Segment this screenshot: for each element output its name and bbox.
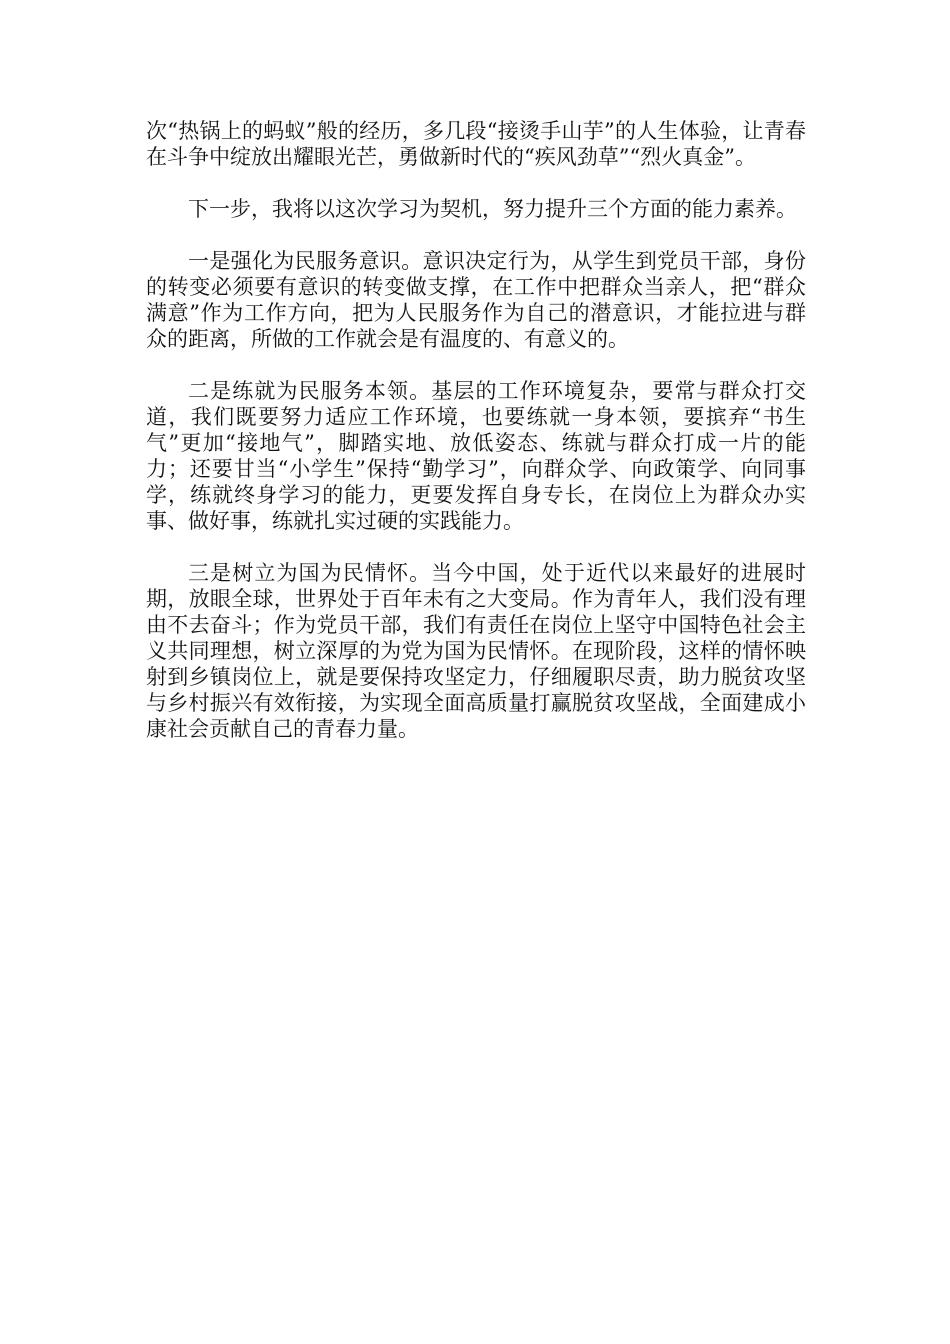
paragraph-next-step: 下一步，我将以这次学习为契机，努力提升三个方面的能力素养。 bbox=[188, 197, 797, 221]
paragraph-service-skills: 二是练就为民服务本领。基层的工作环境复杂，要常与群众打交道，我们既要努力适应工作环境，也要练就一身本领，要摈弃“书生气”更加“接地气”，脚踏实地、放低姿态、练就与群众打成一片的能力；还要甘当“小学生”保持“勤学习”，向群众学、向政策学、向同事学，练就终身学习的能力，更要发挥自身专长，在岗位上为群众办实事、做好事，练就扎实过硬的实践能力。 bbox=[146, 379, 806, 533]
paragraph-continuation: 次“热锅上的蚂蚁”般的经历，多几段“接烫手山芋”的人生体验，让青春在斗争中绽放出耀眼光芒，勇做新时代的“疾风劲草”“烈火真金”。 bbox=[146, 119, 806, 169]
paragraph-service-awareness: 一是强化为民服务意识。意识决定行为，从学生到党员干部，身份的转变必须要有意识的转变做支撑，在工作中把群众当亲人，把“群众满意”作为工作方向，把为人民服务作为自己的潜意识，才能拉进与群众的距离，所做的工作就会是有温度的、有意义的。 bbox=[146, 249, 806, 351]
document-body bbox=[146, 118, 806, 768]
paragraph-patriotic-sentiment: 三是树立为国为民情怀。当今中国，处于近代以来最好的进展时期，放眼全球，世界处于百年未有之大变局。作为青年人，我们没有理由不去奋斗；作为党员干部，我们有责任在岗位上坚守中国特色社会主义共同理想，树立深厚的为党为国为民情怀。在现阶段，这样的情怀映射到乡镇岗位上，就是要保持攻坚定力，仔细履职尽责，助力脱贫攻坚与乡村振兴有效衔接，为实现全面高质量打赢脱贫攻坚战，全面建成小康社会贡献自己的青春力量。 bbox=[146, 561, 806, 741]
